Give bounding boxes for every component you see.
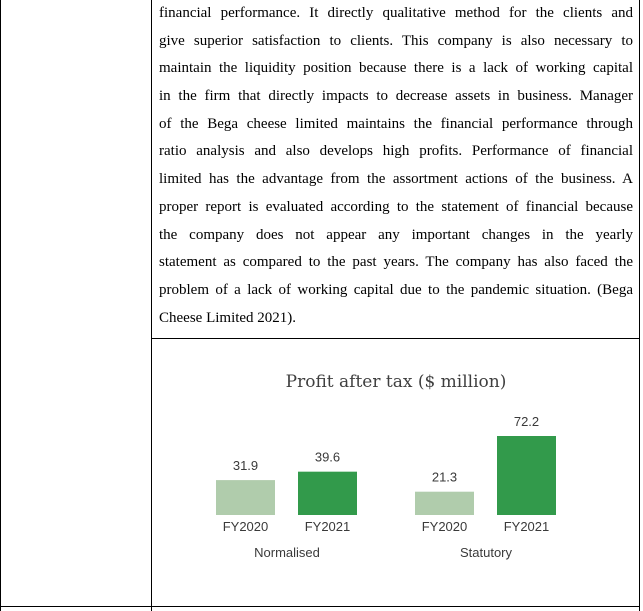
paragraph-line: of the Bega cheese limited maintains the financial performance through xyxy=(159,115,633,132)
bar-value-label: 39.6 xyxy=(314,449,341,465)
paragraph-line: give superior satisfaction to clients. This company is also necessary to xyxy=(159,32,633,49)
paragraph-line: problem of a lack of working capital due to the pandemic situation. (Bega xyxy=(159,281,633,298)
bar xyxy=(298,472,357,515)
paragraph-line: maintain the liquidity position because there is a lack of working capital xyxy=(159,60,633,77)
paragraph-line: the company does not appear any important changes in the yearly xyxy=(159,226,633,243)
group-label: Normalised xyxy=(254,545,320,560)
category-tick-label: FY2021 xyxy=(304,519,351,534)
bar xyxy=(415,492,474,515)
table-row-divider xyxy=(151,338,640,339)
paragraph-line: limited has the advantage from the assortment actions of the business. A xyxy=(159,171,633,188)
category-tick-label: FY2020 xyxy=(421,519,468,534)
paragraph-line: statement as compared to the past years. The company has also faced the xyxy=(159,254,633,271)
paragraph-line: financial performance. It directly qualitative method for the clients and xyxy=(159,5,633,21)
body-paragraph xyxy=(159,0,633,332)
paragraph-line: ratio analysis and also develops high profits. Performance of financial xyxy=(159,143,633,160)
group-label: Statutory xyxy=(459,545,513,560)
table-border-bottom xyxy=(0,606,640,607)
chart-title: Profit after tax ($ million) xyxy=(285,372,507,392)
bar-value-label: 31.9 xyxy=(232,458,259,474)
table-border-right xyxy=(639,0,640,611)
profit-chart xyxy=(159,360,633,570)
bar-value-label: 72.2 xyxy=(513,414,540,429)
bar xyxy=(497,436,556,515)
paragraph-line: proper report is evaluated according to the statement of financial because xyxy=(159,198,633,215)
category-tick-label: FY2020 xyxy=(222,519,269,534)
paragraph-line: Cheese Limited 2021). xyxy=(159,309,297,326)
paragraph-cell xyxy=(159,0,633,332)
paragraph-line: in the firm that directly impacts to decrease assets in business. Manager xyxy=(159,88,633,105)
table-column-divider xyxy=(151,0,152,611)
category-tick-label: FY2021 xyxy=(503,519,550,534)
table-border-left xyxy=(0,0,1,611)
bar xyxy=(216,480,275,515)
bar-value-label: 21.3 xyxy=(431,469,458,485)
